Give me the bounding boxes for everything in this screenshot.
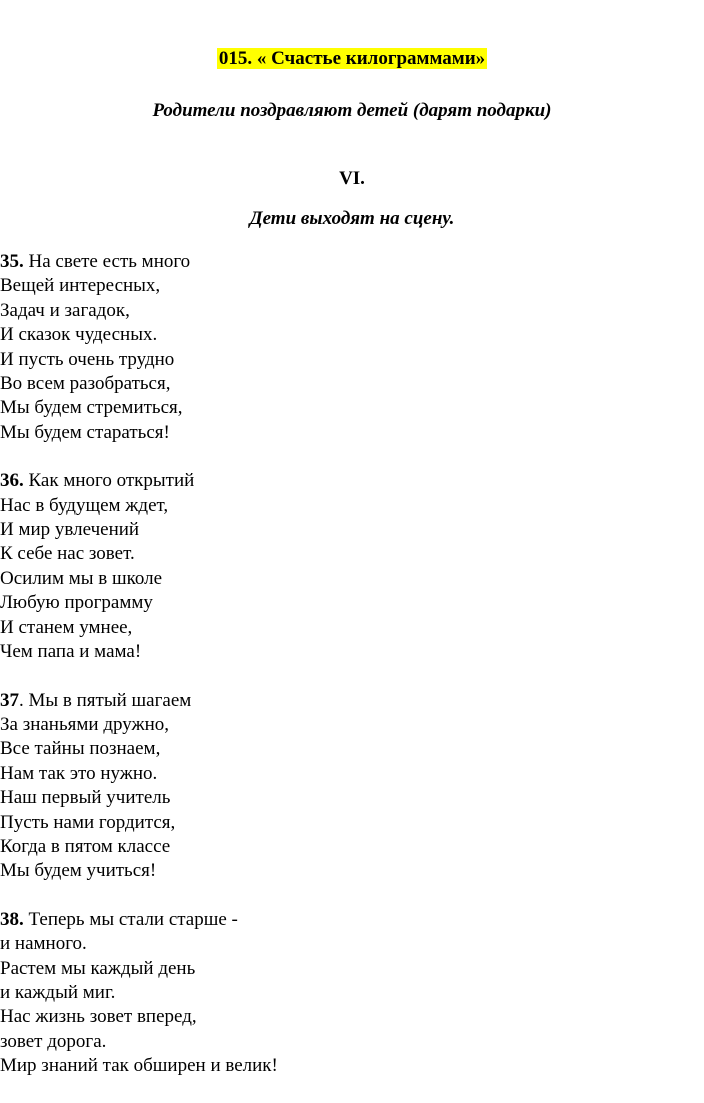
- verse-38: [0, 908, 704, 1079]
- document-subtitle: Родители поздравляют детей (дарят подарки): [152, 100, 552, 121]
- verse-line: Вещей интересных,: [0, 275, 161, 297]
- verse-line: и намного.: [0, 933, 87, 955]
- verses-container: [0, 250, 704, 1103]
- verse-first-line: [0, 689, 704, 713]
- verse-line-text: . Мы в пятый шагаем: [19, 689, 192, 711]
- verse-line: И станем умнее,: [0, 616, 133, 638]
- verse-35: [0, 250, 704, 445]
- verse-first-line: [0, 250, 704, 274]
- verse-line: Задач и загадок,: [0, 299, 130, 321]
- verse-number: 38.: [0, 908, 24, 930]
- verse-line-text: На свете есть много: [23, 251, 191, 272]
- verse-line: К себе нас зовет.: [0, 543, 135, 565]
- verse-line: Пусть нами гордится,: [0, 811, 176, 833]
- stage-direction: Дети выходят на сцену.: [249, 208, 455, 229]
- verse-line: Мир знаний так обширен и велик!: [0, 1055, 278, 1077]
- document-title-highlight: 015. « Счастье килограммами»: [218, 48, 486, 69]
- verse-line: и каждый миг.: [0, 981, 116, 1003]
- verse-line: И сказок чудесных.: [0, 324, 158, 346]
- verse-line: Растем мы каждый день: [0, 957, 196, 979]
- verse-line: Нас жизнь зовет вперед,: [0, 1006, 197, 1028]
- verse-line: Мы будем стараться!: [0, 421, 170, 443]
- verse-line: Все тайны познаем,: [0, 738, 161, 760]
- verse-line: зовет дорога.: [0, 1030, 107, 1052]
- verse-line: Осилим мы в школе: [0, 567, 163, 589]
- verse-line: Нас в будущем ждет,: [0, 494, 169, 516]
- document-title: [0, 46, 704, 72]
- verse-line: И пусть очень трудно: [0, 348, 175, 370]
- verse-number: 37: [0, 689, 19, 711]
- verse-line: Во всем разобраться,: [0, 373, 171, 395]
- verse-number: 35.: [0, 251, 24, 272]
- verse-line-text: Как много открытий: [23, 470, 195, 492]
- verse-line: Нам так это нужно.: [0, 762, 158, 784]
- verse-line: Мы будем учиться!: [0, 860, 157, 882]
- verse-line: И мир увлечений: [0, 519, 140, 541]
- verse-36: [0, 469, 704, 664]
- verse-first-line: [0, 908, 704, 932]
- verse-line: Мы будем стремиться,: [0, 397, 183, 419]
- verse-line: Чем папа и мама!: [0, 641, 142, 663]
- verse-line-text: Теперь мы стали старше -: [23, 908, 238, 930]
- verse-line: Наш первый учитель: [0, 787, 171, 809]
- verse-line: За знаньями дружно,: [0, 713, 170, 735]
- verse-line: Когда в пятом классе: [0, 835, 171, 857]
- verse-first-line: [0, 469, 704, 493]
- section-number: VI.: [339, 168, 365, 189]
- verse-number: 36.: [0, 470, 24, 492]
- verse-line: Любую программу: [0, 592, 153, 614]
- verse-37: [0, 689, 704, 884]
